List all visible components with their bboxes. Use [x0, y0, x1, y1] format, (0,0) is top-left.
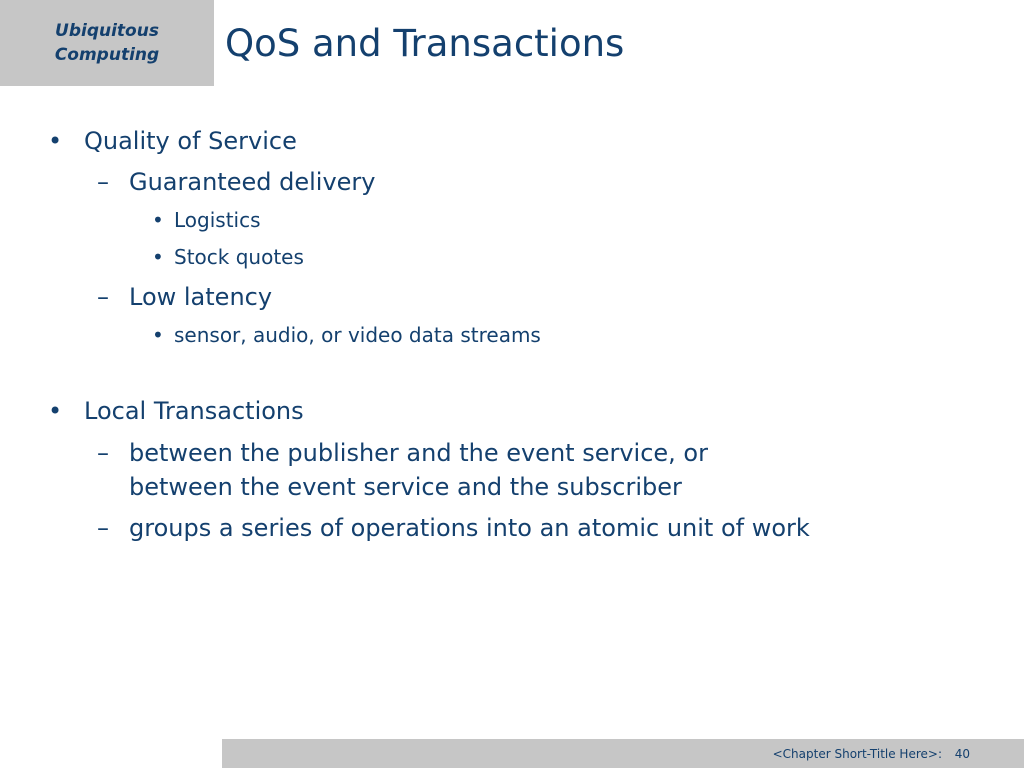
footer-chapter-title: <Chapter Short-Title Here>:	[772, 747, 942, 761]
bullet-marker: •	[152, 245, 164, 269]
bullet-marker: •	[48, 127, 63, 155]
bullet-text: Logistics	[174, 208, 261, 232]
dash-marker: –	[97, 514, 109, 542]
bullet-groups-operations	[97, 511, 810, 545]
bullet-stock-quotes	[152, 242, 304, 272]
bullet-local-transactions	[48, 394, 304, 428]
bullet-low-latency	[97, 280, 273, 314]
bullet-text: Guaranteed delivery	[129, 168, 376, 196]
footer-bar	[222, 739, 1024, 768]
dash-marker: –	[97, 168, 109, 196]
bullet-text: Stock quotes	[174, 245, 304, 269]
bullet-logistics	[152, 205, 261, 235]
page-number: 40	[954, 747, 970, 761]
bullet-text: Local Transactions	[84, 397, 304, 425]
bullet-text-line2: between the event service and the subscriber	[129, 473, 682, 501]
bullet-marker: •	[48, 397, 63, 425]
bullet-between-publisher-subscriber	[97, 436, 708, 504]
bullet-text: sensor, audio, or video data streams	[174, 323, 541, 347]
bullet-text: Low latency	[129, 283, 273, 311]
bullet-text-line1: between the publisher and the event service, or	[129, 439, 708, 467]
course-title-line2: Computing	[54, 45, 160, 65]
bullet-marker: •	[152, 323, 164, 347]
bullet-quality-of-service	[48, 124, 297, 158]
dash-marker: –	[97, 283, 109, 311]
bullet-text: Quality of Service	[84, 127, 297, 155]
dash-marker: –	[97, 439, 109, 467]
bullet-guaranteed-delivery	[97, 165, 376, 199]
bullet-marker: •	[152, 208, 164, 232]
slide-title: QoS and Transactions	[225, 22, 625, 65]
course-title-line1: Ubiquitous	[55, 21, 159, 41]
bullet-text: groups a series of operations into an atomic unit of work	[129, 514, 810, 542]
bullet-data-streams	[152, 320, 541, 350]
